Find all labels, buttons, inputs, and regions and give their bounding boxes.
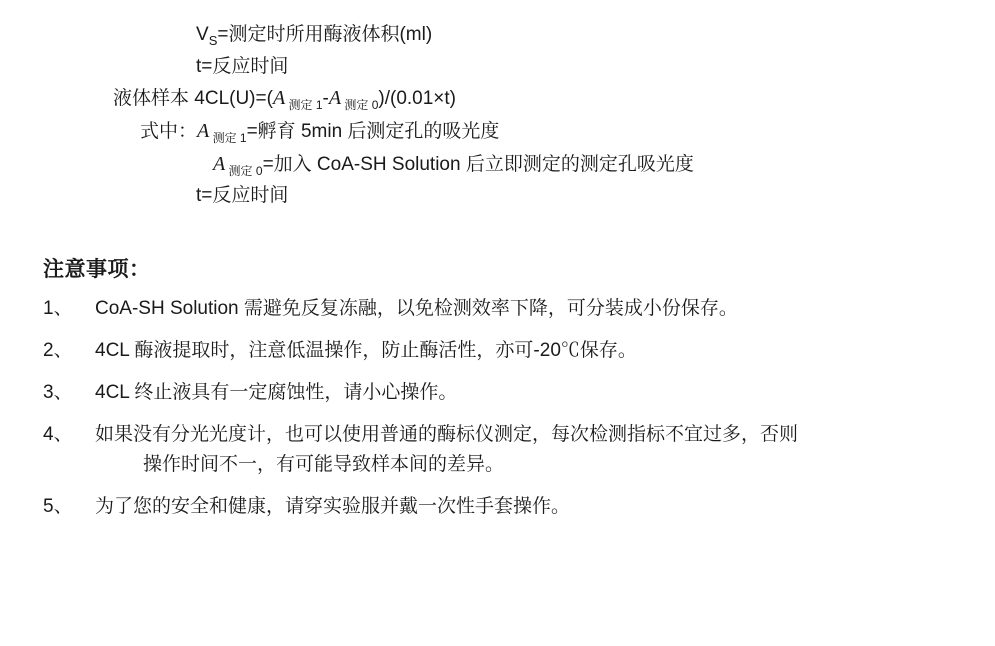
formula-part: 测定 1 bbox=[285, 97, 323, 112]
formula-part: A bbox=[197, 119, 210, 142]
formula-part: t=反应时间 bbox=[196, 55, 289, 77]
formula-part: A bbox=[213, 152, 226, 175]
note-text-main: 为了您的安全和健康，请穿实验服并戴一次性手套操作。 bbox=[95, 496, 571, 518]
formula-part: 液体样本 4CL(U)=( bbox=[113, 87, 273, 109]
formula-part: V bbox=[196, 24, 209, 45]
note-text bbox=[95, 492, 995, 523]
note-text bbox=[95, 378, 995, 409]
note-item bbox=[0, 336, 995, 367]
note-item bbox=[0, 492, 995, 523]
formula-part: - bbox=[322, 87, 329, 109]
formula-part: 式中： bbox=[140, 120, 198, 142]
formula-part: =孵育 5min 后测定孔的吸光度 bbox=[246, 120, 500, 142]
note-text-continued: 操作时间不一，有可能导致样本间的差异。 bbox=[143, 454, 505, 476]
notes-section bbox=[0, 253, 995, 523]
formula-part: A bbox=[272, 86, 286, 109]
formula-block bbox=[0, 0, 995, 211]
note-text bbox=[95, 420, 995, 482]
formula-part: 测定 0 bbox=[225, 163, 263, 178]
note-item bbox=[0, 420, 995, 482]
formula-part: =测定时所用酶液体积(ml) bbox=[217, 24, 433, 45]
note-number: 1、 bbox=[43, 298, 73, 320]
formula-part: )/(0.01×t) bbox=[378, 87, 457, 109]
formula-part: =加入 CoA-SH Solution 后立即测定的测定孔吸光度 bbox=[262, 153, 694, 175]
formula-line-liquid-sample bbox=[0, 82, 995, 115]
note-number: 3、 bbox=[43, 381, 73, 403]
formula-part: 测定 0 bbox=[341, 97, 379, 112]
note-number: 5、 bbox=[43, 496, 73, 518]
notes-list bbox=[0, 294, 995, 523]
note-text-main: 如果没有分光光度计，也可以使用普通的酶标仪测定，每次检测指标不宜过多，否则 bbox=[95, 423, 799, 445]
note-text-main: 4CL 酶液提取时，注意低温操作，防止酶活性，亦可-20℃保存。 bbox=[95, 340, 637, 362]
note-number: 2、 bbox=[43, 340, 73, 362]
note-item bbox=[0, 294, 995, 325]
formula-line-t1 bbox=[0, 52, 995, 82]
formula-part: A bbox=[328, 86, 342, 109]
notes-title: 注意事项： bbox=[43, 258, 151, 282]
formula-part: S bbox=[208, 32, 218, 48]
note-text-main: 4CL 终止液具有一定腐蚀性，请小心操作。 bbox=[95, 381, 458, 403]
formula-part: 测定 1 bbox=[209, 130, 247, 145]
formula-line-t2 bbox=[0, 181, 995, 211]
note-text bbox=[95, 336, 995, 367]
note-item bbox=[0, 378, 995, 409]
note-text-main: CoA-SH Solution 需避免反复冻融，以免检测效率下降，可分装成小份保存。 bbox=[95, 298, 738, 320]
formula-line-vs bbox=[0, 20, 995, 52]
formula-part: t=反应时间 bbox=[196, 184, 289, 206]
formula-line-where-a1 bbox=[0, 115, 995, 148]
note-text bbox=[95, 294, 995, 325]
note-number: 4、 bbox=[43, 423, 73, 445]
formula-line-where-a0 bbox=[0, 148, 995, 181]
